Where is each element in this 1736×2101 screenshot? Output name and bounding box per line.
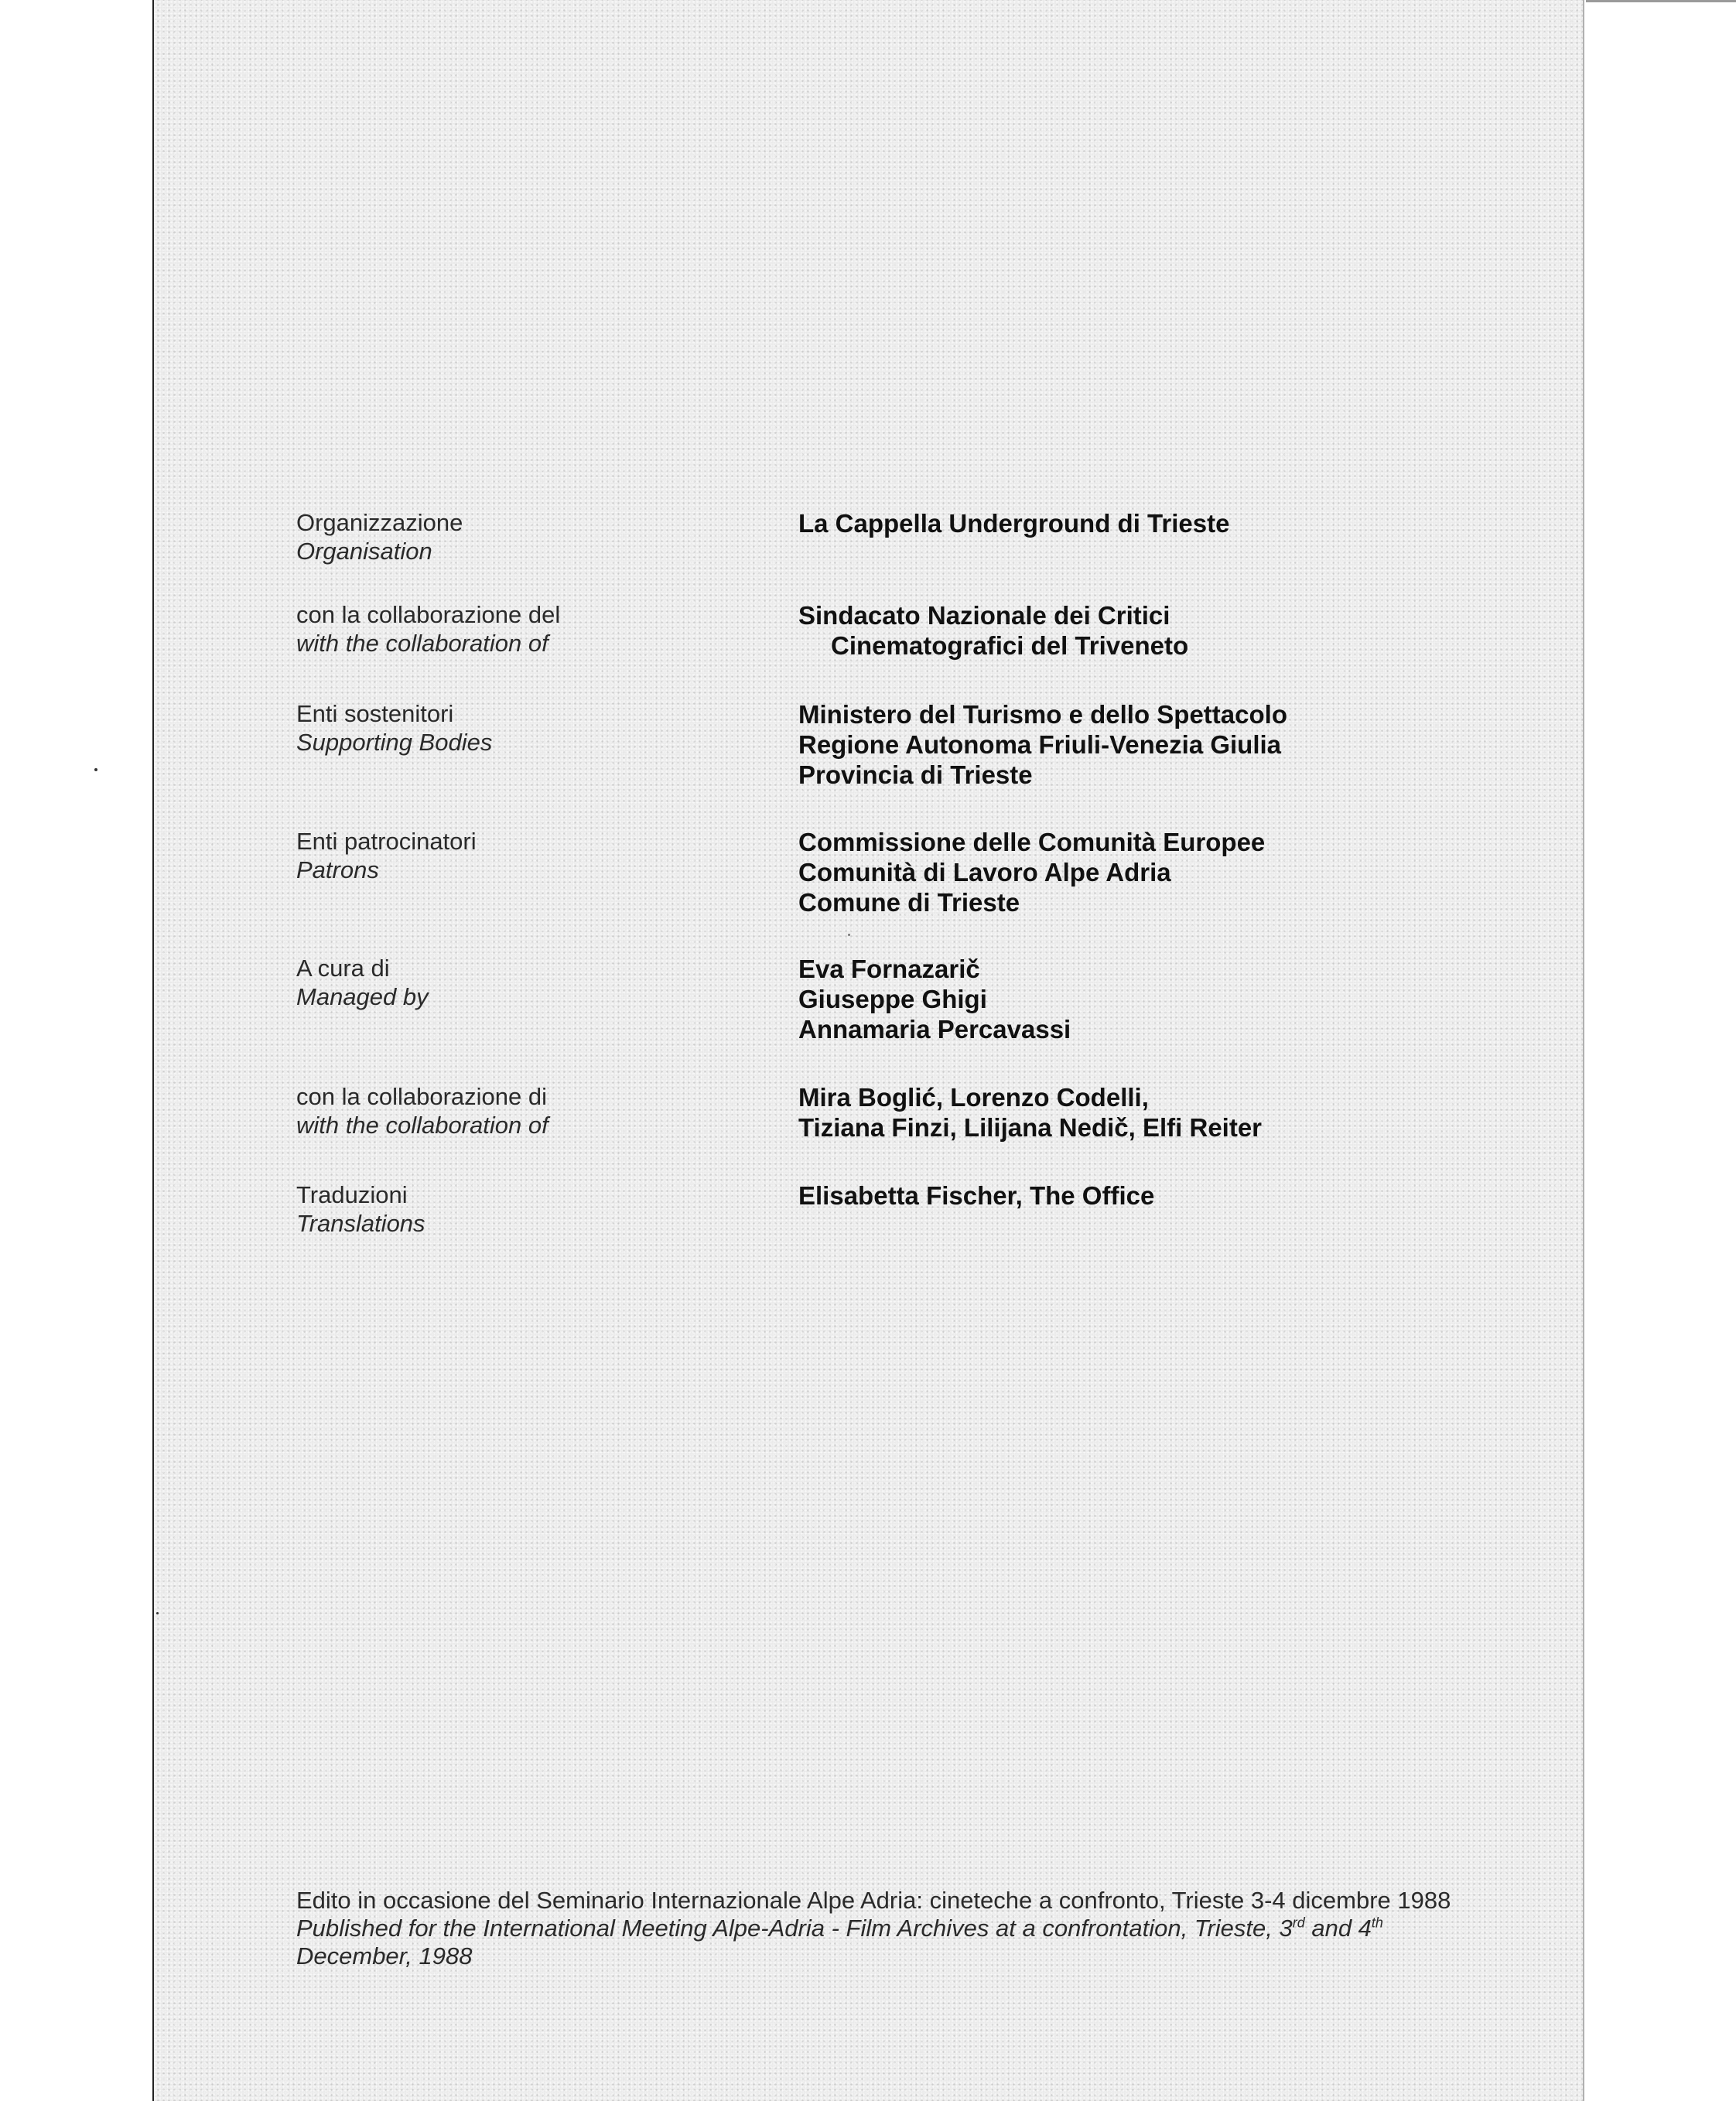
credit-line: Commissione delle Comunità Europee: [798, 828, 1266, 856]
credit-label: [296, 1082, 776, 1139]
credit-label: [296, 508, 776, 565]
label-italian: A cura di: [296, 955, 390, 982]
credit-value: [798, 600, 1572, 661]
label-english: with the collaboration of: [296, 630, 548, 657]
publication-note-english-part: Published for the International Meeting Alpe-Adria - Film Archives at a confrontation, Trieste, 3: [296, 1915, 1293, 1942]
label-english: Patrons: [296, 856, 379, 883]
scan-speck: [156, 1612, 159, 1614]
credit-value: [798, 508, 1572, 538]
label-english: with the collaboration of: [296, 1112, 548, 1139]
publication-note-italian: Edito in occasione del Seminario Internazionale Alpe Adria: cineteche a confronto, Trieste 3-4 dicembre 1988: [296, 1887, 1451, 1914]
credit-label: [296, 954, 776, 1011]
ordinal-suffix: rd: [1292, 1915, 1305, 1931]
credit-line: Elisabetta Fischer, The Office: [798, 1181, 1155, 1210]
credit-line: Mira Boglić, Lorenzo Codelli,: [798, 1083, 1149, 1112]
credit-value: [798, 954, 1572, 1044]
label-italian: Organizzazione: [296, 509, 463, 536]
credit-label: [296, 827, 776, 884]
scan-speck: [848, 934, 850, 936]
label-italian: con la collaborazione di: [296, 1083, 547, 1110]
label-english: Managed by: [296, 983, 429, 1010]
credit-value: [798, 1180, 1572, 1211]
label-italian: Traduzioni: [296, 1181, 408, 1208]
credit-line: Regione Autonoma Friuli-Venezia Giulia: [798, 730, 1282, 759]
publication-note-english: [296, 1915, 1457, 1970]
credit-line: Provincia di Trieste: [798, 760, 1033, 789]
credit-label: [296, 600, 776, 658]
publication-note-english-part: December, 1988: [296, 1942, 473, 1969]
scan-speck: [94, 768, 97, 771]
page-edge: [1583, 0, 1584, 2101]
credit-line: Comune di Trieste: [798, 888, 1020, 917]
page-sheet: [152, 0, 1584, 2101]
label-english: Supporting Bodies: [296, 729, 493, 756]
publication-note: [296, 1887, 1457, 1970]
label-english: Organisation: [296, 538, 432, 565]
credit-line: Comunità di Lavoro Alpe Adria: [798, 858, 1171, 887]
credit-line: Annamaria Percavassi: [798, 1015, 1071, 1044]
label-italian: con la collaborazione del: [296, 601, 561, 628]
label-italian: Enti sostenitori: [296, 700, 454, 727]
ordinal-suffix: th: [1371, 1915, 1383, 1931]
credit-line: Giuseppe Ghigi: [798, 985, 987, 1013]
credit-line: Ministero del Turismo e dello Spettacolo: [798, 700, 1287, 729]
credit-line: La Cappella Underground di Trieste: [798, 509, 1230, 538]
credit-label: [296, 699, 776, 757]
scan-edge-line: [1586, 0, 1736, 2]
credit-value: [798, 1082, 1572, 1143]
credit-value: [798, 699, 1572, 790]
credit-label: [296, 1180, 776, 1238]
credit-line: Cinematografici del Triveneto: [831, 631, 1189, 660]
label-english: Translations: [296, 1210, 425, 1237]
credit-value: [798, 827, 1572, 917]
credit-line: Sindacato Nazionale dei Critici: [798, 601, 1170, 630]
credit-line: Eva Fornazarič: [798, 955, 980, 983]
publication-note-english-part: and 4: [1304, 1915, 1372, 1942]
credit-line: Tiziana Finzi, Lilijana Nedič, Elfi Reiter: [798, 1113, 1263, 1142]
label-italian: Enti patrocinatori: [296, 828, 477, 855]
